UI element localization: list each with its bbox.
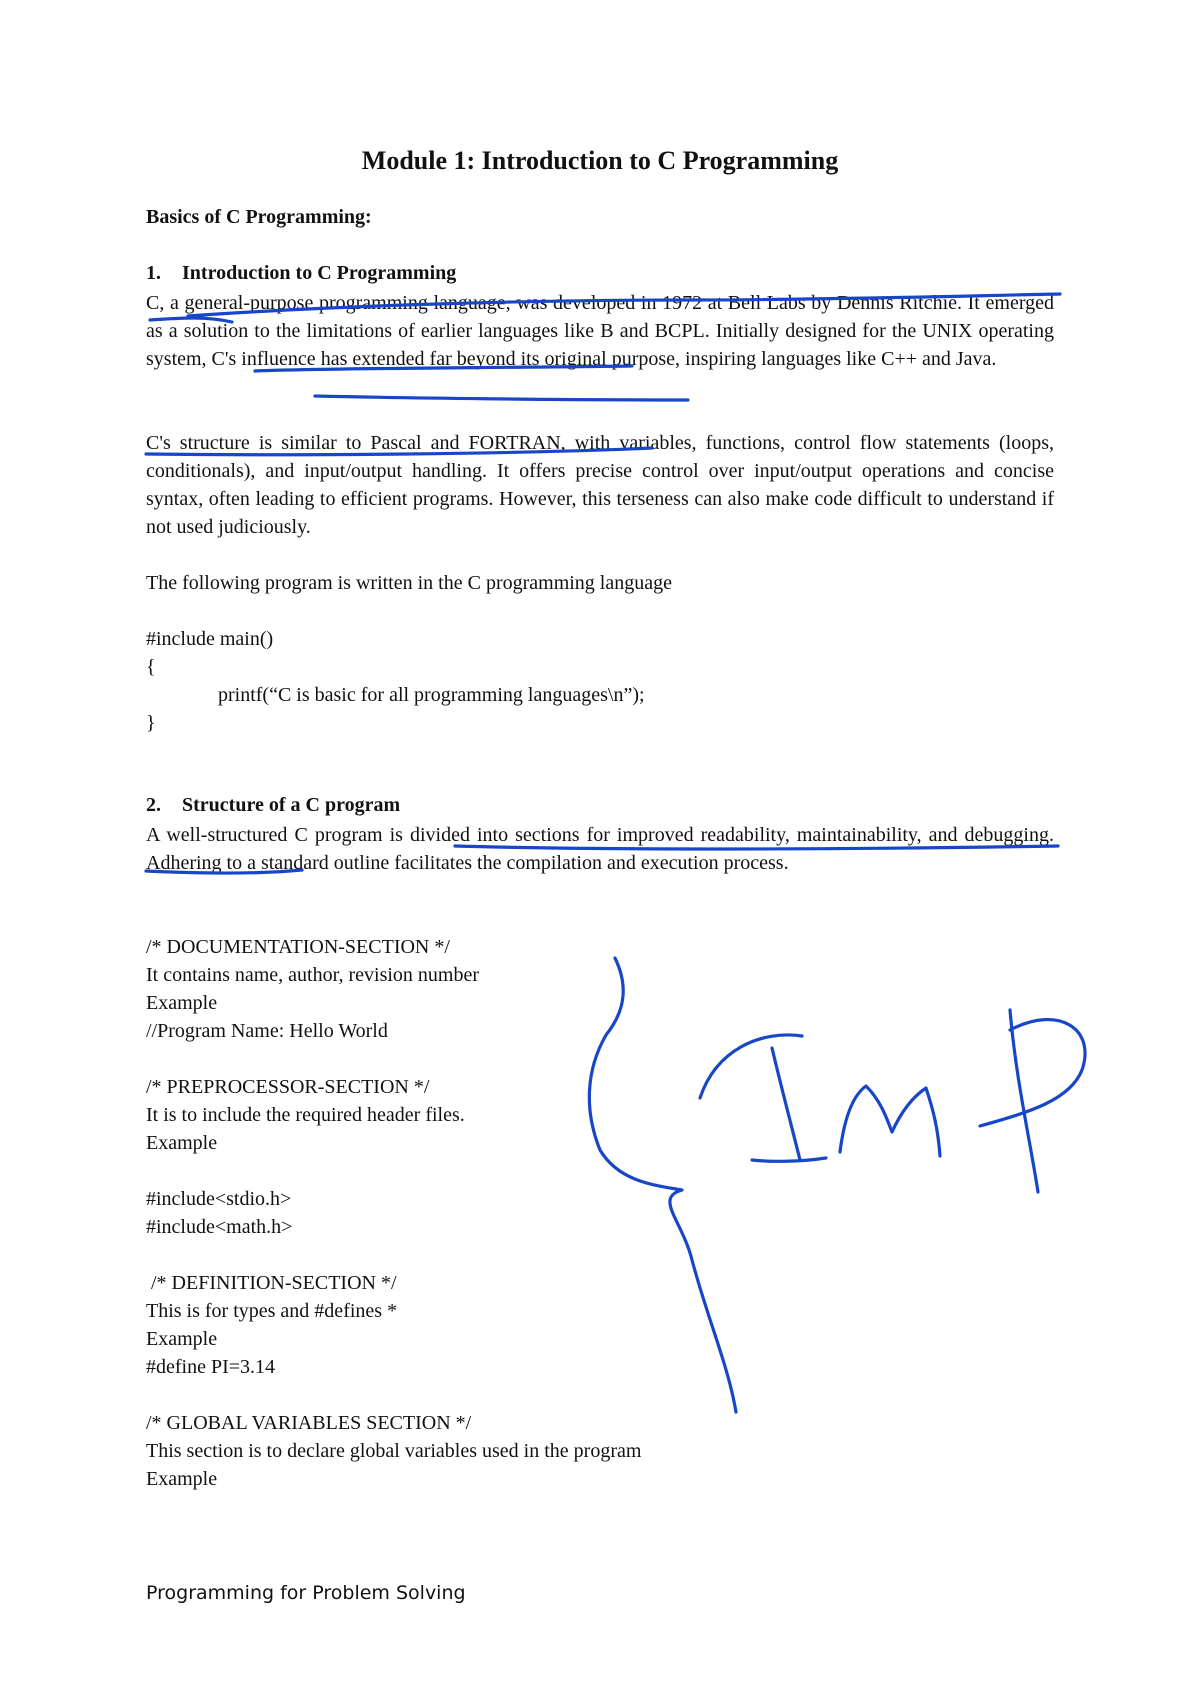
- code-line: #include main(): [146, 628, 274, 650]
- code-line: {: [146, 656, 156, 678]
- section-title: Structure of a C program: [182, 794, 401, 816]
- page-footer: Programming for Problem Solving: [146, 1582, 466, 1604]
- section-description: This section is to declare global variables used in the program: [146, 1440, 642, 1462]
- section-comment: /* PREPROCESSOR-SECTION */: [146, 1076, 430, 1098]
- example-label: Example: [146, 992, 218, 1014]
- section-comment: /* DEFINITION-SECTION */: [151, 1272, 397, 1294]
- example-label: Example: [146, 1328, 218, 1350]
- code-line: printf(“C is basic for all programming languages\n”);: [218, 684, 645, 706]
- code-line: #include<math.h>: [146, 1216, 293, 1238]
- program-intro-text: The following program is written in the C programming language: [146, 572, 672, 594]
- code-line: //Program Name: Hello World: [146, 1020, 388, 1042]
- example-label: Example: [146, 1468, 218, 1490]
- section-2-heading: [146, 794, 400, 817]
- intro-paragraph: C, a general-purpose programming language, was developed in 1972 at Bell Labs by Dennis Ritchie. It emerged as a solution to the limitations of earlier languages like B and BCPL. Initially designed for the UNIX operating system, C's influence has extended far beyond its original purpose, inspiring languages like C++ and Java.: [146, 292, 1054, 370]
- section-title: Introduction to C Programming: [182, 262, 457, 284]
- section-comment: /* DOCUMENTATION-SECTION */: [146, 936, 450, 958]
- section-description: This is for types and #defines *: [146, 1300, 398, 1322]
- underline-stroke: [315, 396, 688, 400]
- page-title: Module 1: Introduction to C Programming: [361, 146, 839, 175]
- section-description: It is to include the required header files.: [146, 1104, 465, 1126]
- section-comment: /* GLOBAL VARIABLES SECTION */: [146, 1412, 472, 1434]
- section-1-heading: [146, 262, 456, 285]
- example-label: Example: [146, 1132, 218, 1154]
- program-structure-paragraph: A well-structured C program is divided into sections for improved readability, maintainability, and debugging. Adhering to a standard outline facilitates the compilation and execution process.: [146, 824, 1054, 874]
- code-line: }: [146, 712, 156, 734]
- subtitle: Basics of C Programming:: [146, 206, 372, 228]
- code-line: #include<stdio.h>: [146, 1188, 292, 1210]
- structure-paragraph: C's structure is similar to Pascal and FORTRAN, with variables, functions, control flow statements (loops, conditionals), and input/output handling. It offers precise control over input/output operations and concise syntax, often leading to efficient programs. However, this terseness can also make code difficult to understand if not used judiciously.: [146, 432, 1054, 538]
- code-line: #define PI=3.14: [146, 1356, 276, 1378]
- section-description: It contains name, author, revision number: [146, 964, 479, 986]
- section-number: 1.: [146, 262, 161, 284]
- section-number: 2.: [146, 794, 161, 816]
